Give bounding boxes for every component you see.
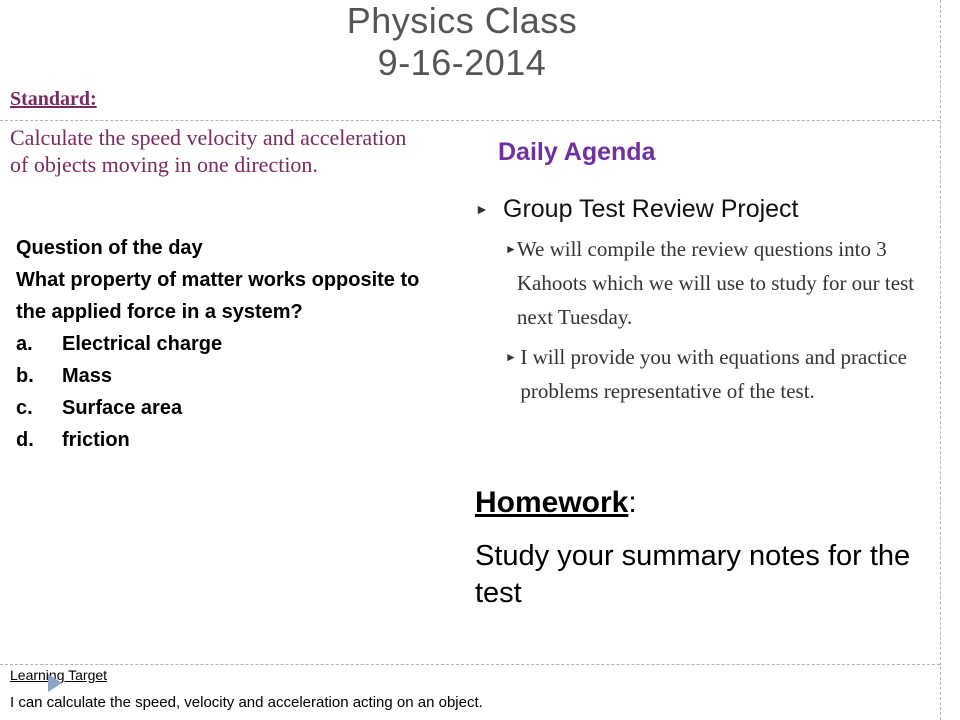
- page-title: [0, 0, 924, 84]
- agenda-main-item: [475, 192, 925, 226]
- bullet-arrow-icon: ►: [505, 350, 517, 364]
- option-text: Surface area: [62, 397, 183, 419]
- option-text: friction: [62, 429, 130, 451]
- agenda-sub-item: [505, 232, 925, 334]
- title-line-1: Physics Class: [346, 0, 578, 41]
- learning-target-label: Learning Target: [10, 667, 108, 683]
- top-divider: [0, 120, 940, 121]
- option-a: [16, 328, 436, 360]
- option-letter: d.: [16, 429, 34, 451]
- standard-label: Standard:: [10, 88, 97, 110]
- bottom-divider: [0, 664, 940, 665]
- option-d: [16, 424, 436, 456]
- answer-options: [16, 328, 436, 456]
- agenda-sub-text: We will compile the review questions into 3 Kahoots which we will use to study for our test next Tuesday.: [516, 237, 915, 329]
- homework-label-text: Homework: [475, 486, 629, 519]
- option-text: Electrical charge: [62, 333, 223, 355]
- question-heading: Question of the day: [16, 237, 203, 259]
- homework-label: [475, 486, 637, 520]
- agenda-list: [475, 192, 925, 408]
- bullet-arrow-icon: ►: [475, 201, 489, 217]
- homework-text: Study your summary notes for the test: [475, 540, 911, 609]
- learning-target-text: I can calculate the speed, velocity and acceleration acting on an object.: [10, 694, 483, 711]
- vertical-guide-line: [940, 0, 941, 720]
- option-letter: b.: [16, 365, 34, 387]
- question-of-the-day: [16, 232, 436, 456]
- standard-text: Calculate the speed velocity and acceleration of objects moving in one direction.: [10, 125, 407, 177]
- agenda-sub-text: I will provide you with equations and practice problems representative of the test.: [520, 345, 907, 403]
- option-letter: a.: [16, 333, 33, 355]
- option-text: Mass: [62, 365, 113, 387]
- option-b: [16, 360, 436, 392]
- option-c: [16, 392, 436, 424]
- agenda-title: Daily Agenda: [498, 138, 656, 166]
- title-date: 9-16-2014: [377, 42, 547, 83]
- option-letter: c.: [16, 397, 33, 419]
- agenda-sub-item: [505, 340, 925, 408]
- question-prompt: What property of matter works opposite to the applied force in a system?: [16, 269, 420, 323]
- homework-colon: :: [628, 486, 637, 519]
- agenda-main-label: Group Test Review Project: [503, 195, 799, 223]
- triangle-marker-icon: [48, 674, 62, 692]
- bullet-arrow-icon: ►: [505, 242, 517, 256]
